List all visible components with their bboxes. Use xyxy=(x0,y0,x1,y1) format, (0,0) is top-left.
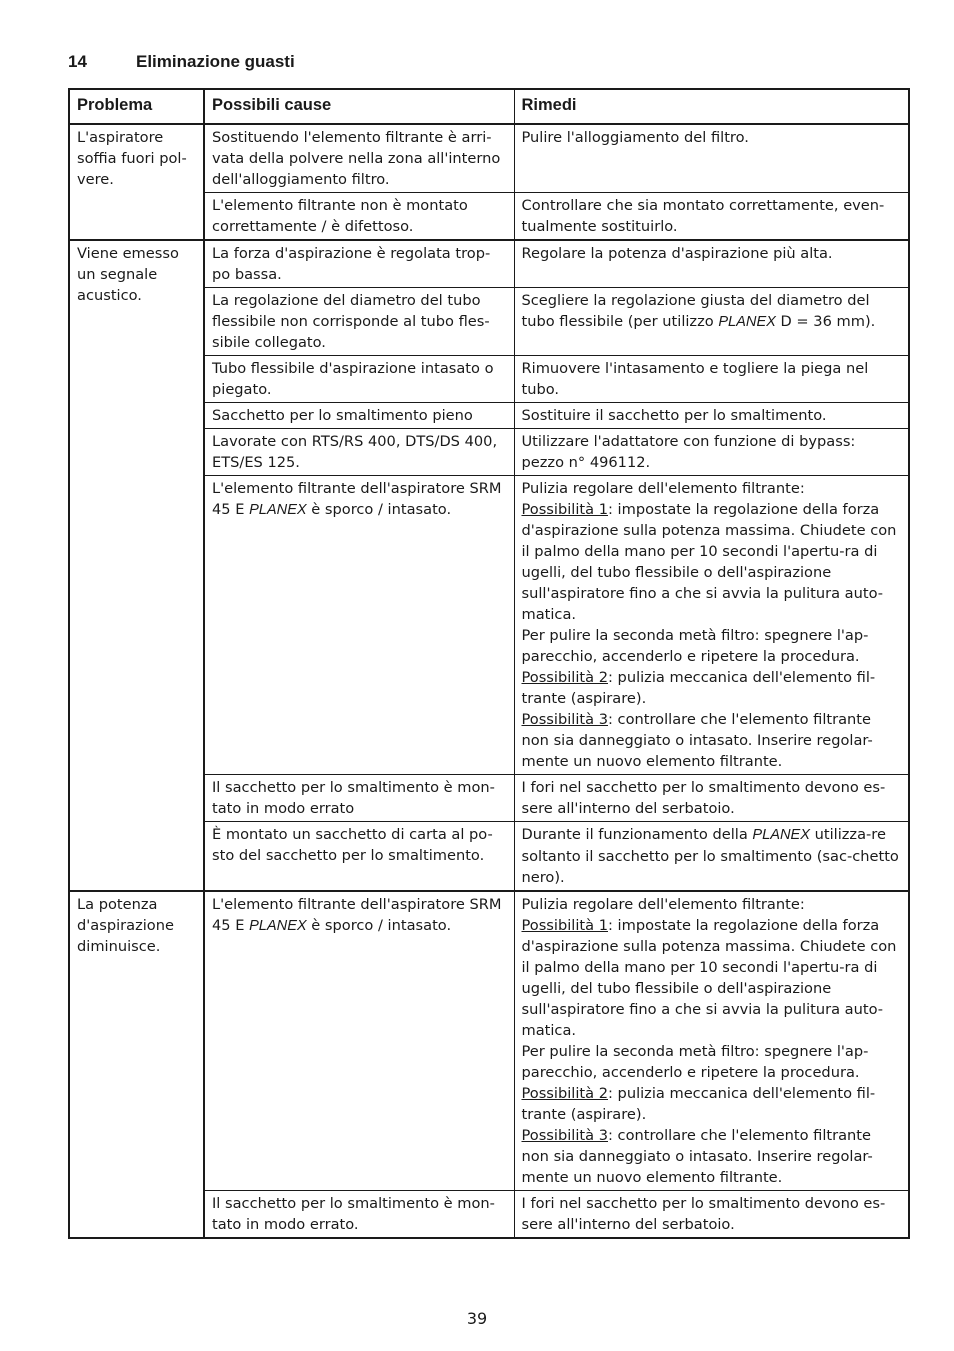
text-segment: Sacchetto per lo smaltimento pieno xyxy=(212,407,473,424)
remedy-line xyxy=(522,1125,902,1188)
table-header-row xyxy=(69,89,909,124)
text-segment: È montato un sacchetto di carta al po-sto del sacchetto per lo smaltimento. xyxy=(212,826,493,864)
table-row xyxy=(69,240,909,288)
problem-cell: La potenza d'aspirazione diminuisce. xyxy=(69,891,204,1238)
text-segment: Controllare che sia montato correttamente, even-tualmente sostituirlo. xyxy=(521,197,885,235)
text-segment: Il sacchetto per lo smaltimento è mon-tato in modo errato xyxy=(212,779,495,817)
cause-cell xyxy=(204,476,514,775)
remedy-line xyxy=(522,405,902,426)
header-remedies: Rimedi xyxy=(514,89,909,124)
text-segment: Pulizia regolare dell'elemento filtrante: xyxy=(521,480,805,497)
section-heading xyxy=(68,52,295,72)
remedy-line xyxy=(522,1193,902,1235)
brand-name: PLANEX xyxy=(249,918,307,934)
remedy-line xyxy=(522,1083,902,1125)
text-segment: Durante il funzionamento della xyxy=(521,826,753,843)
cause-cell xyxy=(204,775,514,822)
remedy-line xyxy=(522,499,902,625)
text-segment: : impostate la regolazione della forza d'aspirazione sulla potenza massima. Chiudete con il palmo della mano per 10 secondi l'apertu-ra di ugelli, del tubo flessibile o dell'aspirazione sull'aspiratore fino a che si avvia la pulitura auto-matica. xyxy=(521,917,897,1039)
section-title: Eliminazione guasti xyxy=(136,52,295,71)
text-segment: Sostituendo l'elemento filtrante è arri-vata della polvere nella zona all'interno dell'alloggiamento filtro. xyxy=(212,129,501,188)
text-segment: Lavorate con RTS/RS 400, DTS/DS 400, ETS/ES 125. xyxy=(212,433,498,471)
cause-cell xyxy=(204,240,514,288)
text-segment: Regolare la potenza d'aspirazione più alta. xyxy=(521,245,833,262)
text-segment: La forza d'aspirazione è regolata trop-po bassa. xyxy=(212,245,491,283)
remedy-line xyxy=(522,667,902,709)
text-segment: Sostituire il sacchetto per lo smaltimento. xyxy=(521,407,827,424)
cause-cell xyxy=(204,403,514,429)
option-label: Possibilità 1 xyxy=(521,917,608,934)
troubleshooting-table xyxy=(68,88,910,1239)
text-segment: è sporco / intasato. xyxy=(306,501,452,518)
remedy-line xyxy=(522,894,902,915)
remedy-cell xyxy=(514,822,909,892)
remedy-line xyxy=(522,915,902,1041)
cause-cell xyxy=(204,124,514,193)
brand-name: PLANEX xyxy=(249,502,307,518)
text-segment: Il sacchetto per lo smaltimento è mon-tato in modo errato. xyxy=(212,1195,495,1233)
remedy-cell xyxy=(514,1191,909,1239)
problem-cell: Viene emesso un segnale acustico. xyxy=(69,240,204,891)
section-number: 14 xyxy=(68,52,87,71)
table-row xyxy=(69,124,909,193)
option-label: Possibilità 2 xyxy=(521,1085,608,1102)
cause-cell xyxy=(204,891,514,1191)
table-row xyxy=(69,891,909,1191)
text-segment: è sporco / intasato. xyxy=(306,917,452,934)
problem-cell: L'aspiratore soffia fuori pol-vere. xyxy=(69,124,204,240)
text-segment: utilizza-re soltanto il sacchetto per lo smaltimento (sac-chetto nero). xyxy=(521,826,899,886)
option-label: Possibilità 1 xyxy=(521,501,608,518)
cause-cell xyxy=(204,193,514,241)
cause-cell xyxy=(204,1191,514,1239)
remedy-cell xyxy=(514,193,909,241)
text-segment: Rimuovere l'intasamento e togliere la piega nel tubo. xyxy=(521,360,869,398)
brand-name: PLANEX xyxy=(752,827,810,843)
brand-name: PLANEX xyxy=(718,314,776,330)
remedy-cell xyxy=(514,124,909,193)
text-segment: Pulire l'alloggiamento del filtro. xyxy=(521,129,749,146)
remedy-line xyxy=(522,290,902,333)
cause-cell xyxy=(204,356,514,403)
text-segment: I fori nel sacchetto per lo smaltimento devono es-sere all'interno del serbatoio. xyxy=(521,779,886,817)
text-segment: : controllare che l'elemento filtrante non sia danneggiato o intasato. Inserire regolar-mente un nuovo elemento filtrante. xyxy=(521,711,873,770)
remedy-cell xyxy=(514,403,909,429)
remedy-line xyxy=(522,824,902,888)
text-segment: I fori nel sacchetto per lo smaltimento devono es-sere all'interno del serbatoio. xyxy=(521,1195,886,1233)
cause-cell xyxy=(204,288,514,356)
header-problem: Problema xyxy=(69,89,204,124)
text-segment: La regolazione del diametro del tubo flessibile non corrisponde al tubo fles-sibile collegato. xyxy=(212,292,490,351)
text-segment: Scegliere la regolazione giusta del diametro del tubo flessibile (per utilizzo xyxy=(521,292,870,330)
text-segment: Utilizzare l'adattatore con funzione di bypass: pezzo n° 496112. xyxy=(521,433,856,471)
text-segment: Pulizia regolare dell'elemento filtrante: xyxy=(521,896,805,913)
option-label: Possibilità 3 xyxy=(521,711,608,728)
remedy-cell xyxy=(514,476,909,775)
option-label: Possibilità 2 xyxy=(521,669,608,686)
text-segment: L'elemento filtrante dell'aspiratore SRM 45 E xyxy=(212,480,502,518)
text-segment: : pulizia meccanica dell'elemento fil-trante (aspirare). xyxy=(521,1085,876,1123)
remedy-line xyxy=(522,478,902,499)
remedy-line xyxy=(522,358,902,400)
remedy-line xyxy=(522,1041,902,1083)
text-segment: : pulizia meccanica dell'elemento fil-trante (aspirare). xyxy=(521,669,876,707)
text-segment: L'elemento filtrante non è montato correttamente / è difettoso. xyxy=(212,197,468,235)
remedy-cell xyxy=(514,356,909,403)
page-number: 39 xyxy=(466,1309,488,1328)
text-segment: D = 36 mm). xyxy=(775,313,876,330)
text-segment: Tubo flessibile d'aspirazione intasato o piegato. xyxy=(212,360,494,398)
remedy-line xyxy=(522,195,902,237)
remedy-cell xyxy=(514,288,909,356)
remedy-cell xyxy=(514,891,909,1191)
remedy-line xyxy=(522,709,902,772)
remedy-line xyxy=(522,243,902,264)
remedy-line xyxy=(522,625,902,667)
remedy-cell xyxy=(514,429,909,476)
remedy-line xyxy=(522,431,902,473)
cause-cell xyxy=(204,429,514,476)
remedy-line xyxy=(522,777,902,819)
text-segment: L'elemento filtrante dell'aspiratore SRM 45 E xyxy=(212,896,502,934)
text-segment: Per pulire la seconda metà filtro: spegnere l'ap-parecchio, accenderlo e ripetere la procedura. xyxy=(521,1043,869,1081)
remedy-cell xyxy=(514,775,909,822)
table-body xyxy=(69,124,909,1238)
text-segment: : impostate la regolazione della forza d'aspirazione sulla potenza massima. Chiudete con il palmo della mano per 10 secondi l'apertu-ra di ugelli, del tubo flessibile o dell'aspirazione sull'aspiratore fino a che si avvia la pulitura auto-matica. xyxy=(521,501,897,623)
remedy-cell xyxy=(514,240,909,288)
cause-cell xyxy=(204,822,514,892)
text-segment: : controllare che l'elemento filtrante non sia danneggiato o intasato. Inserire regolar-mente un nuovo elemento filtrante. xyxy=(521,1127,873,1186)
option-label: Possibilità 3 xyxy=(521,1127,608,1144)
remedy-line xyxy=(522,127,902,148)
text-segment: Per pulire la seconda metà filtro: spegnere l'ap-parecchio, accenderlo e ripetere la procedura. xyxy=(521,627,869,665)
header-causes: Possibili cause xyxy=(204,89,514,124)
